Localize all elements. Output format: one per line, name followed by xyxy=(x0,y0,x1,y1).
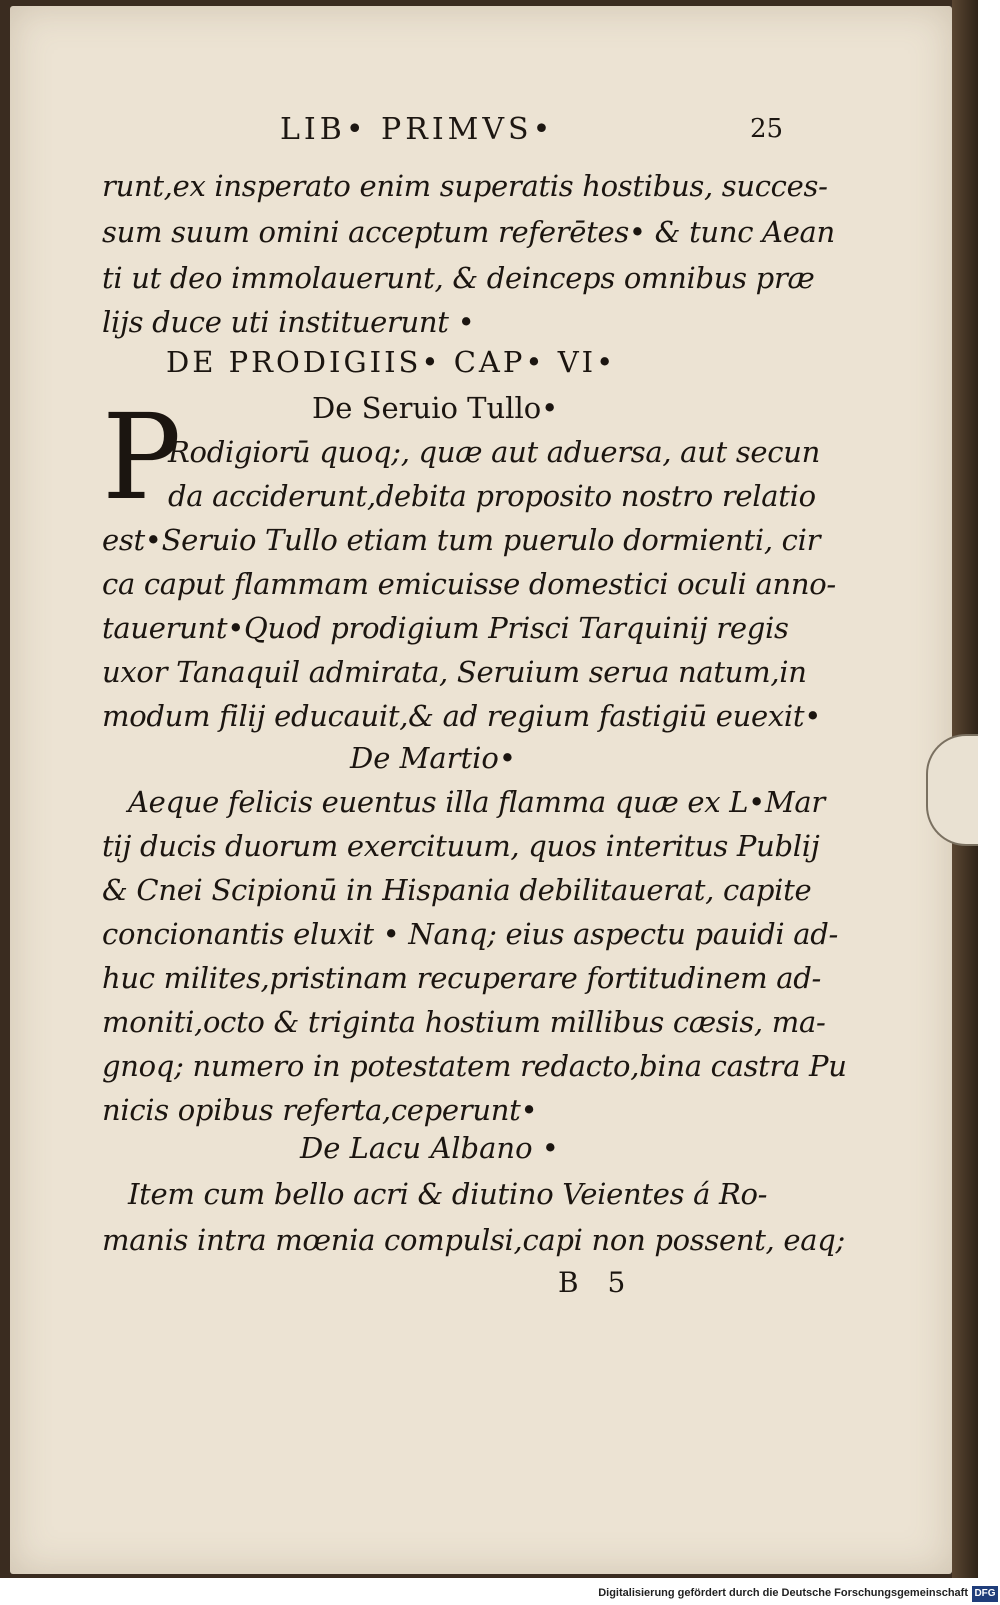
text-line: tij ducis duorum exercituum, quos interitus Publij xyxy=(102,829,820,863)
text-line: gnoq; numero in potestatem redacto,bina castra Pu xyxy=(102,1049,847,1083)
page-header xyxy=(10,112,950,152)
text-line: huc milites,pristinam recuperare fortitudinem ad- xyxy=(102,961,821,995)
text-line: Aeque felicis euentus illa flamma quæ ex L•Mar xyxy=(128,785,825,819)
text-line: manis intra mœnia compulsi,capi non possent, eaq; xyxy=(102,1223,845,1257)
text-line: Rodigiorū quoq;, quæ aut aduersa, aut secun xyxy=(168,435,820,469)
text-line: runt,ex insperato enim superatis hostibus, succes- xyxy=(102,169,828,203)
drop-initial: P xyxy=(102,388,182,526)
text-line: ti ut deo immolauerunt, & deinceps omnibus præ xyxy=(102,261,815,295)
text-line: concionantis eluxit • Nanq; eius aspectu pauidi ad- xyxy=(102,917,838,951)
text-line: Item cum bello acri & diutino Veientes á Ro- xyxy=(128,1177,768,1211)
text-line: uxor Tanaquil admirata, Seruium serua natum,in xyxy=(102,655,807,689)
text-line: modum filij educauit,& ad regium fastigiū euexit• xyxy=(102,699,822,733)
section-heading: De Seruio Tullo• xyxy=(312,391,559,425)
section-heading: De Martio• xyxy=(350,741,516,775)
text-line: tauerunt•Quod prodigium Prisci Tarquinij regis xyxy=(102,611,789,645)
text-line: est•Seruio Tullo etiam tum puerulo dormienti, cir xyxy=(102,523,821,557)
text-line: ca caput flammam emicuisse domestici oculi anno- xyxy=(102,567,836,601)
text-line: nicis opibus referta,ceperunt• xyxy=(102,1093,538,1127)
running-head: LIB• PRIMVS• xyxy=(280,112,555,147)
signature-mark: B 5 xyxy=(558,1266,626,1299)
text-line: lijs duce uti instituerunt • xyxy=(102,305,475,339)
text-line: moniti,octo & triginta hostium millibus cæsis, ma- xyxy=(102,1005,826,1039)
text-line: & Cnei Scipionū in Hispania debilitauerat, capite xyxy=(102,873,812,907)
book-page xyxy=(10,6,952,1574)
folio-number: 25 xyxy=(750,114,784,144)
page-tab-marker xyxy=(926,734,978,846)
text-line: sum suum omini acceptum referētes• & tunc Aean xyxy=(102,215,835,249)
text-line: da acciderunt,debita proposito nostro relatio xyxy=(168,479,816,513)
section-heading: De Lacu Albano • xyxy=(300,1131,559,1165)
dfg-logo: DFG xyxy=(972,1586,998,1602)
chapter-title: DE PRODIGIIS• CAP• VI• xyxy=(166,345,617,379)
digitization-credit: Digitalisierung gefördert durch die Deutsche Forschungsgemeinschaft xyxy=(598,1587,968,1599)
